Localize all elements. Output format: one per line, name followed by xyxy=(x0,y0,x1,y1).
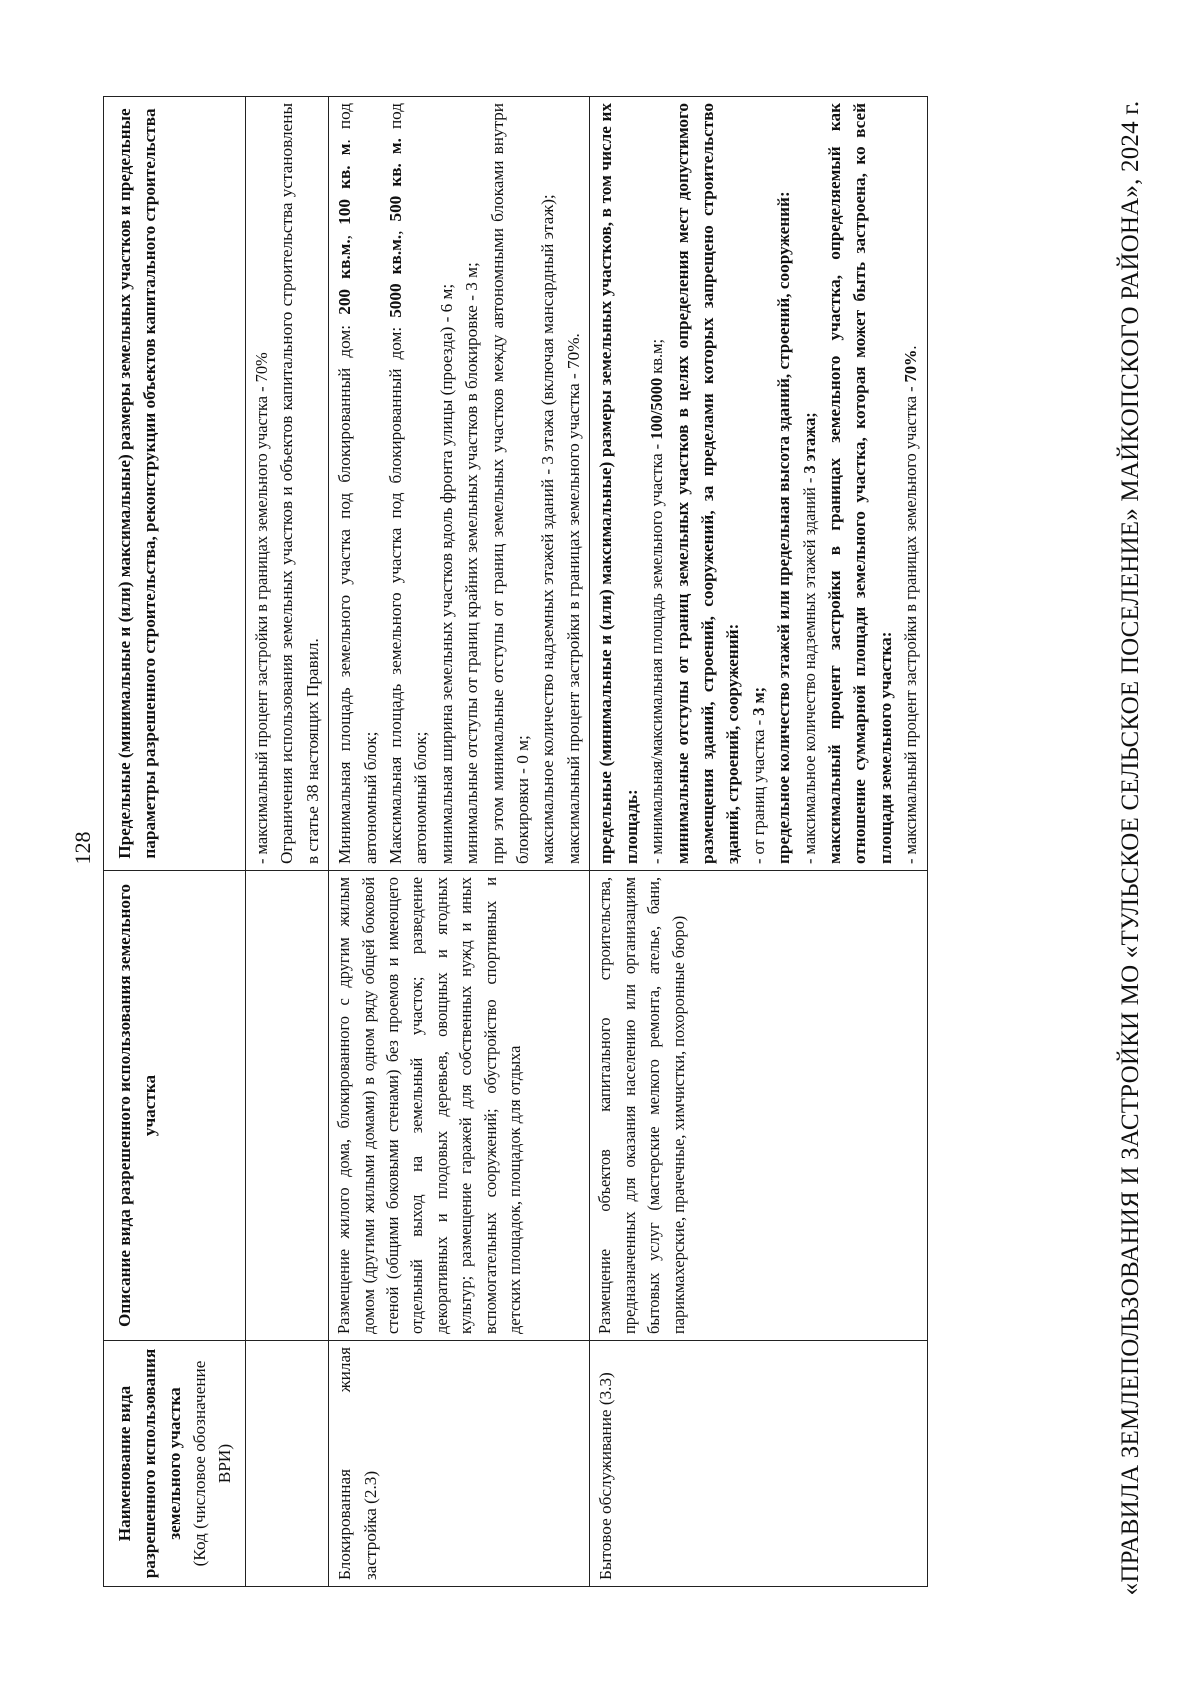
param-line: - максимальный процент застройки в границах земельного участка - 70% xyxy=(252,352,271,864)
document-footer: «ПРАВИЛА ЗЕМЛЕПОЛЬЗОВАНИЯ И ЗАСТРОЙКИ МО «ТУЛЬСКОЕ СЕЛЬСКОЕ ПОСЕЛЕНИЕ» МАЙКОПСКОГО РАЙОНА», 2024 г. xyxy=(1117,100,1144,1596)
cell-vri-name: Бытовое обслуживание (3.3) xyxy=(590,1341,927,1587)
cell-vri-parameters xyxy=(590,97,927,871)
param-line: - минимальная/максимальная площадь земельного участка - 100/5000 кв.м; xyxy=(647,339,667,864)
param-line: Ограничения использования земельных участков и объектов капитального строительства установлены в статье 38 настоящих Правил. xyxy=(277,103,322,864)
param-line: - максимальный процент застройки в границах земельного участка - 70%. xyxy=(901,345,921,864)
param-line: при этом минимальные отступы от границ земельных участков между автономными блоками внутри блокировки - 0 м; xyxy=(487,103,533,864)
param-line: Максимальная площадь земельного участка под блокированный дом: 5000 кв.м., 500 кв. м. под автономный блок; xyxy=(386,103,431,864)
param-line: максимальный процент застройки в границах земельного участка - 70%. xyxy=(563,333,583,864)
param-line: минимальные отступы от границ крайних земельных участков в блокировке - 3 м; xyxy=(462,262,482,864)
param-line: предельные (минимальные и (или) максимальные) размеры земельных участков, в том числе их площадь: xyxy=(596,103,641,864)
param-line: минимальные отступы от границ земельных участков в целях определения мест допустимого размещения зданий, строений, сооружений, за пределами которых запрещено строительство зданий, строений, сооружений: xyxy=(672,103,743,864)
zoning-table xyxy=(103,96,928,1587)
table-row-consumer-services xyxy=(590,97,927,1587)
header-name-code xyxy=(104,1341,246,1587)
cell-vri-description: Размещение объектов капитального строительства, предназначенных для оказания населению или организациям бытовых услуг (мастерские мелкого ремонта, ателье, бани, парикмахерские, прачечные, химчистки, похоронные бюро) xyxy=(590,871,927,1341)
header-parameters: Предельные (минимальные и (или) максимальные) размеры земельных участков и предельные параметры разрешенного строительства, реконструкции объектов капитального строительства xyxy=(104,97,246,871)
header-name: Наименование вида разрешенного использования земельного участка xyxy=(115,1348,184,1579)
cell-vri-name: Блокированная жилая застройка (2.3) xyxy=(329,1341,590,1587)
cell-parameters-continued xyxy=(246,97,329,871)
header-code: (Код (числовое обозначение ВРИ) xyxy=(190,1360,234,1567)
param-line: - максимальное количество надземных этажей зданий - 3 этажа; xyxy=(799,412,819,864)
page-number: 128 xyxy=(70,831,95,865)
param-line: - от границ участка - 3 м; xyxy=(748,686,768,864)
param-line: предельное количество этажей или предельная высота зданий, строений, сооружений: xyxy=(774,191,794,864)
table-row-blocked-housing xyxy=(329,97,590,1587)
cell-vri-parameters xyxy=(329,97,590,871)
table-row-continuation xyxy=(246,97,329,1587)
cell-empty-name xyxy=(246,1341,329,1587)
header-description: Описание вида разрешенного использования земельного участка xyxy=(104,871,246,1341)
cell-vri-description: Размещение жилого дома, блокированного с другим жилым домом (другими жилыми домами) в одном ряду общей боковой стеной (общими боковыми стенами) без проемов и имеющего отдельный выход на земельный участок; разведение декоративных и плодовых деревьев, овощных и ягодных культур; размещение гаражей для собственных нужд и иных вспомогательных сооружений; обустройство спортивных и детских площадок, площадок для отдыха xyxy=(329,871,590,1341)
param-line: минимальная ширина земельных участков вдоль фронта улицы (проезда) - 6 м; xyxy=(436,283,456,864)
cell-empty-desc xyxy=(246,871,329,1341)
param-line: максимальный процент застройки в границах земельного участка, определяемый как отношение суммарной площади земельного участка, которая может быть застроена, ко всей площади земельного участка: xyxy=(824,103,895,864)
table-header-row xyxy=(104,97,246,1587)
param-line: максимальное количество надземных этажей зданий - 3 этажа (включая мансардный этаж); xyxy=(538,194,558,864)
param-line: Минимальная площадь земельного участка под блокированный дом: 200 кв.м., 100 кв. м. под автономный блок; xyxy=(335,103,380,864)
